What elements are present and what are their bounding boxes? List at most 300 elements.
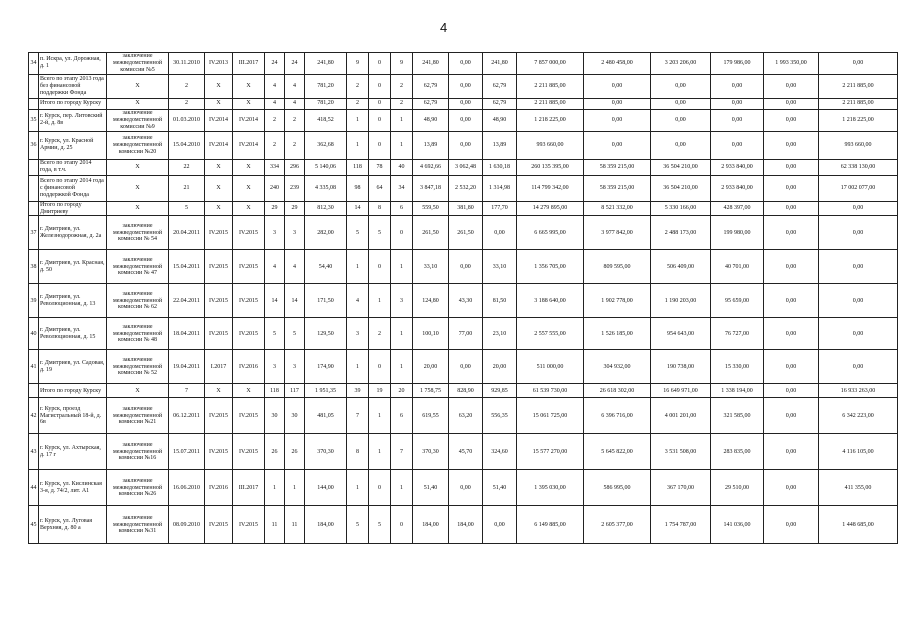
table-cell: 0,00 <box>483 506 517 544</box>
table-cell: Х <box>205 159 233 175</box>
table-cell: 62,79 <box>413 98 449 109</box>
table-cell: 324,60 <box>483 434 517 470</box>
table-cell: Х <box>233 201 265 216</box>
table-cell: 0,00 <box>764 175 819 201</box>
table-cell: III.2017 <box>233 53 265 75</box>
table-cell: 15.04.2010 <box>169 131 205 159</box>
table-cell: 184,00 <box>413 506 449 544</box>
table-body <box>29 53 898 544</box>
table-cell: 0,00 <box>764 74 819 98</box>
table-cell: 2 <box>391 98 413 109</box>
table-cell: 40 <box>29 318 39 350</box>
table-cell: 362,68 <box>305 131 347 159</box>
table-cell: III.2017 <box>233 470 265 506</box>
table-cell: 1 <box>369 398 391 434</box>
table-cell: 0,00 <box>584 98 651 109</box>
table-cell: 367 170,00 <box>651 470 711 506</box>
table-cell: 2 <box>285 131 305 159</box>
table-cell: г. Дмитриев, ул. Садовая, д. 19 <box>39 350 107 384</box>
table-row <box>29 216 898 250</box>
table-cell: 2 488 173,00 <box>651 216 711 250</box>
table-cell: 14 <box>285 284 305 318</box>
table-cell: IV.2015 <box>233 434 265 470</box>
table-cell: IV.2015 <box>205 250 233 284</box>
table-cell: 23,10 <box>483 318 517 350</box>
table-cell: 4 <box>347 284 369 318</box>
table-cell: IV.2015 <box>205 506 233 544</box>
table-cell: г. Курск, ул. Кислинская 3-я, д. 74/2, лит. А1 <box>39 470 107 506</box>
table-cell: 19 <box>369 384 391 398</box>
table-cell: 19.04.2011 <box>169 350 205 384</box>
table-cell: г. Дмитриев, ул. Революционная, д. 13 <box>39 284 107 318</box>
table-cell: IV.2016 <box>233 350 265 384</box>
table-cell: 6 <box>391 201 413 216</box>
table-cell: 40 701,00 <box>711 250 764 284</box>
table-cell: 370,30 <box>413 434 449 470</box>
table-cell: 4 <box>285 98 305 109</box>
table-cell: 6 <box>391 398 413 434</box>
table-cell: 0,00 <box>449 250 483 284</box>
table-cell: IV.2014 <box>233 131 265 159</box>
table-cell: 42 <box>29 398 39 434</box>
table-cell: заключение межведомственной комиссии № 54 <box>107 216 169 250</box>
table-cell: 0,00 <box>584 74 651 98</box>
table-row <box>29 109 898 131</box>
table-cell: 34 <box>391 175 413 201</box>
table-cell: 556,35 <box>483 398 517 434</box>
table-cell: 24 <box>265 53 285 75</box>
table-cell: IV.2016 <box>205 470 233 506</box>
table-cell: 64 <box>369 175 391 201</box>
table-cell: 43,30 <box>449 284 483 318</box>
table-cell: 51,40 <box>483 470 517 506</box>
table-cell: 0,00 <box>651 131 711 159</box>
table-cell: г. Дмитриев, ул. Красная, д. 50 <box>39 250 107 284</box>
table-row <box>29 98 898 109</box>
table-cell: 2 <box>285 109 305 131</box>
table-cell <box>29 201 39 216</box>
table-cell: 559,50 <box>413 201 449 216</box>
table-cell: 37 <box>29 216 39 250</box>
table-cell: 1 395 030,00 <box>517 470 584 506</box>
table-row <box>29 350 898 384</box>
table-cell: 0,00 <box>819 201 898 216</box>
table-cell: 828,90 <box>449 384 483 398</box>
table-cell: 6 149 885,00 <box>517 506 584 544</box>
table-cell: 26 618 302,00 <box>584 384 651 398</box>
table-cell: 15 577 270,00 <box>517 434 584 470</box>
table-cell: 240 <box>265 175 285 201</box>
table-cell: 5 140,06 <box>305 159 347 175</box>
table-cell: заключение межведомственной комиссии №9 <box>107 109 169 131</box>
table-cell: 1 526 185,00 <box>584 318 651 350</box>
table-cell: 77,00 <box>449 318 483 350</box>
table-cell: 0,00 <box>764 398 819 434</box>
table-cell: 3 977 842,00 <box>584 216 651 250</box>
table-cell: 0,00 <box>764 318 819 350</box>
table-cell: IV.2015 <box>205 318 233 350</box>
table-cell: 5 <box>369 216 391 250</box>
table-cell: 4 335,08 <box>305 175 347 201</box>
table-cell: 20,00 <box>483 350 517 384</box>
table-cell: 33,10 <box>413 250 449 284</box>
table-cell: 0,00 <box>764 506 819 544</box>
table-cell: 261,50 <box>413 216 449 250</box>
table-cell: 1 <box>347 131 369 159</box>
table-cell: 0,00 <box>449 98 483 109</box>
table-cell: 16 649 971,00 <box>651 384 711 398</box>
table-cell: 428 397,00 <box>711 201 764 216</box>
table-cell: 1 448 685,00 <box>819 506 898 544</box>
table-cell: заключение межведомственной комиссии № 48 <box>107 318 169 350</box>
table-row <box>29 53 898 75</box>
table-cell: 321 585,00 <box>711 398 764 434</box>
table-cell: 144,00 <box>305 470 347 506</box>
table-cell: 30.11.2010 <box>169 53 205 75</box>
table-cell: 5 <box>347 216 369 250</box>
table-cell: 0,00 <box>711 98 764 109</box>
table-cell: 06.12.2011 <box>169 398 205 434</box>
table-row <box>29 74 898 98</box>
table-cell: 296 <box>285 159 305 175</box>
table-cell: 58 359 215,00 <box>584 159 651 175</box>
table-cell: 29 <box>265 201 285 216</box>
table-cell: 36 <box>29 131 39 159</box>
table-cell: 2 933 840,00 <box>711 159 764 175</box>
table-cell: 29 510,00 <box>711 470 764 506</box>
table-cell: 36 504 210,00 <box>651 175 711 201</box>
table-cell: 1 218 225,00 <box>517 109 584 131</box>
table-cell: IV.2015 <box>205 434 233 470</box>
table-cell: 239 <box>285 175 305 201</box>
table-cell: 0,00 <box>819 53 898 75</box>
table-cell: 0,00 <box>711 131 764 159</box>
table-cell: 36 504 210,00 <box>651 159 711 175</box>
table-cell: 22 <box>169 159 205 175</box>
table-cell: 26 <box>265 434 285 470</box>
table-cell: 0,00 <box>483 216 517 250</box>
table-cell: Х <box>233 98 265 109</box>
table-cell: 95 659,00 <box>711 284 764 318</box>
table-cell: 3 531 508,00 <box>651 434 711 470</box>
table-cell: заключение межведомственной комиссии №21 <box>107 398 169 434</box>
table-cell: 38 <box>29 250 39 284</box>
table-cell: 0,00 <box>651 74 711 98</box>
table-cell: 8 521 332,00 <box>584 201 651 216</box>
table-cell: 481,05 <box>305 398 347 434</box>
table-cell: 30 <box>285 398 305 434</box>
table-cell: 0 <box>369 74 391 98</box>
table-cell: 0,00 <box>449 350 483 384</box>
table-cell: 8 <box>369 201 391 216</box>
table-cell: 4 <box>265 74 285 98</box>
table-cell: Х <box>233 175 265 201</box>
table-cell: 1 <box>391 318 413 350</box>
table-cell: 1 <box>347 350 369 384</box>
table-cell: 58 359 215,00 <box>584 175 651 201</box>
table-cell: 5 <box>265 318 285 350</box>
table-cell: 76 727,00 <box>711 318 764 350</box>
table-cell: 81,50 <box>483 284 517 318</box>
table-cell: 0,00 <box>819 250 898 284</box>
table-cell: 0 <box>391 506 413 544</box>
table-cell: 0,00 <box>651 109 711 131</box>
table-row <box>29 470 898 506</box>
table-cell: 63,20 <box>449 398 483 434</box>
table-cell: 5 <box>369 506 391 544</box>
table-cell: заключение межведомственной комиссии № 52 <box>107 350 169 384</box>
table-cell: 179 986,00 <box>711 53 764 75</box>
table-cell: 2 211 885,00 <box>517 98 584 109</box>
table-cell: г. Курск, ул. Луговая Верхняя, д. 80 а <box>39 506 107 544</box>
table-cell <box>29 384 39 398</box>
table-cell: 98 <box>347 175 369 201</box>
table-cell: 0,00 <box>449 470 483 506</box>
table-cell: 418,52 <box>305 109 347 131</box>
table-cell: 0 <box>369 350 391 384</box>
table-cell: 1 758,75 <box>413 384 449 398</box>
table-cell: 241,80 <box>413 53 449 75</box>
table-cell: 5 645 822,00 <box>584 434 651 470</box>
table-cell: 117 <box>285 384 305 398</box>
table-cell: 1 993 350,00 <box>764 53 819 75</box>
table-cell: 39 <box>347 384 369 398</box>
table-cell: 15 330,00 <box>711 350 764 384</box>
table-cell: 3 <box>391 284 413 318</box>
table-row <box>29 131 898 159</box>
table-cell: Итого по городу Курску <box>39 384 107 398</box>
table-cell: 1 218 225,00 <box>819 109 898 131</box>
table-cell: 4 001 201,00 <box>651 398 711 434</box>
table-cell: 9 <box>391 53 413 75</box>
table-cell: 190 738,00 <box>651 350 711 384</box>
table-cell: 2 605 377,00 <box>584 506 651 544</box>
table-cell: 174,90 <box>305 350 347 384</box>
table-cell: Х <box>233 384 265 398</box>
table-cell: IV.2015 <box>233 506 265 544</box>
table-cell: 1 <box>347 109 369 131</box>
table-cell: г. Дмитриев, ул. Железнодорожная, д. 2а <box>39 216 107 250</box>
table-cell: IV.2015 <box>233 284 265 318</box>
table-cell: 3 847,18 <box>413 175 449 201</box>
table-cell: 177,70 <box>483 201 517 216</box>
table-cell: 282,00 <box>305 216 347 250</box>
table-cell: Х <box>233 159 265 175</box>
table-cell: 511 000,00 <box>517 350 584 384</box>
table-cell: 7 <box>391 434 413 470</box>
table-cell: 118 <box>347 159 369 175</box>
table-cell: 0,00 <box>819 318 898 350</box>
table-cell: 21 <box>169 175 205 201</box>
table-cell: 7 <box>169 384 205 398</box>
table-cell: Х <box>107 98 169 109</box>
table-cell: 0,00 <box>711 109 764 131</box>
table-cell: 20.04.2011 <box>169 216 205 250</box>
table-cell: IV.2014 <box>205 131 233 159</box>
table-cell: 40 <box>391 159 413 175</box>
table-cell: 1 <box>369 284 391 318</box>
table-cell: 9 <box>347 53 369 75</box>
table-cell: 1 <box>347 470 369 506</box>
table-cell: 7 857 000,00 <box>517 53 584 75</box>
table-cell: 3 062,48 <box>449 159 483 175</box>
table-cell: 993 660,00 <box>517 131 584 159</box>
table-cell: 20,00 <box>413 350 449 384</box>
table-cell: 2 <box>265 109 285 131</box>
table-cell: IV.2015 <box>233 216 265 250</box>
table-cell: Х <box>107 74 169 98</box>
table-cell: 61 539 730,00 <box>517 384 584 398</box>
table-cell: 0,00 <box>764 470 819 506</box>
table-cell: 0,00 <box>651 98 711 109</box>
table-cell: 0 <box>369 250 391 284</box>
table-cell: 2 <box>169 74 205 98</box>
table-cell: 16.06.2010 <box>169 470 205 506</box>
table-cell: Итого по городу Дмитриеву <box>39 201 107 216</box>
table-cell: IV.2015 <box>233 318 265 350</box>
table-cell: 184,00 <box>449 506 483 544</box>
table-cell: г. Дмитриев, ул. Революционная, д. 15 <box>39 318 107 350</box>
table-cell: Х <box>107 384 169 398</box>
table-cell: Итого по городу Курску <box>39 98 107 109</box>
table-cell: 506 409,00 <box>651 250 711 284</box>
table-cell: 1 <box>347 250 369 284</box>
table-row <box>29 284 898 318</box>
table-cell: 1 <box>391 250 413 284</box>
table-cell: 1 <box>265 470 285 506</box>
table-cell: I.2017 <box>205 350 233 384</box>
table-cell: 2 557 555,00 <box>517 318 584 350</box>
table-cell: 62,79 <box>483 74 517 98</box>
table-cell: 0,00 <box>584 109 651 131</box>
table-cell: 13,89 <box>483 131 517 159</box>
table-cell: г. Курск, проезд Магистральный 18-й, д. 6в <box>39 398 107 434</box>
table-cell: 1 338 194,00 <box>711 384 764 398</box>
table-cell: 781,20 <box>305 74 347 98</box>
table-cell: 5 330 166,00 <box>651 201 711 216</box>
table-cell: 2 <box>265 131 285 159</box>
table-cell: 34 <box>29 53 39 75</box>
table-cell: 0 <box>391 216 413 250</box>
table-cell: 17 002 077,00 <box>819 175 898 201</box>
table-cell: 283 835,00 <box>711 434 764 470</box>
table-cell: 0,00 <box>449 109 483 131</box>
table-cell: 199 980,00 <box>711 216 764 250</box>
table-row <box>29 201 898 216</box>
table-cell: Х <box>205 201 233 216</box>
table-cell: 48,90 <box>413 109 449 131</box>
table-cell: 20 <box>391 384 413 398</box>
table-cell: 241,80 <box>305 53 347 75</box>
table-cell: 0,00 <box>764 98 819 109</box>
table-cell: Всего по этапу 2014 года, в т.ч. <box>39 159 107 175</box>
table-cell: 4 <box>265 250 285 284</box>
table-cell: 3 188 640,00 <box>517 284 584 318</box>
table-cell: заключение межведомственной комиссии № 47 <box>107 250 169 284</box>
table-cell: 0,00 <box>764 216 819 250</box>
table-cell: 15.07.2011 <box>169 434 205 470</box>
table-cell: 4 <box>265 98 285 109</box>
table-cell: г. Курск, пер. Литовский 2-й, д. 8в <box>39 109 107 131</box>
table-cell: 33,10 <box>483 250 517 284</box>
table-cell: 809 595,00 <box>584 250 651 284</box>
table-cell: 0,00 <box>764 384 819 398</box>
table-cell: заключение межведомственной комиссии №20 <box>107 131 169 159</box>
table-cell: Х <box>107 175 169 201</box>
table-cell: 260 135 395,00 <box>517 159 584 175</box>
table-cell: 411 355,00 <box>819 470 898 506</box>
table-cell: 2 <box>169 98 205 109</box>
table-cell: 0,00 <box>764 350 819 384</box>
table-cell: 0,00 <box>711 74 764 98</box>
table-cell: 261,50 <box>449 216 483 250</box>
table-cell: 6 342 223,00 <box>819 398 898 434</box>
table-cell: 4 116 105,00 <box>819 434 898 470</box>
table-cell: 184,00 <box>305 506 347 544</box>
table-cell: 2 <box>347 98 369 109</box>
table-cell: 45,70 <box>449 434 483 470</box>
table-cell: 118 <box>265 384 285 398</box>
table-cell: 3 <box>285 216 305 250</box>
table-row <box>29 506 898 544</box>
table-cell: 1 754 787,00 <box>651 506 711 544</box>
table-cell: 124,80 <box>413 284 449 318</box>
table-cell: Х <box>107 201 169 216</box>
table-cell: 3 <box>347 318 369 350</box>
table-cell: 54,40 <box>305 250 347 284</box>
table-cell: 0,00 <box>764 250 819 284</box>
table-cell: 0 <box>369 131 391 159</box>
table-cell: заключение межведомственной комиссии №5 <box>107 53 169 75</box>
table-cell: 24 <box>285 53 305 75</box>
table-cell: 1 356 705,00 <box>517 250 584 284</box>
table-cell: 0 <box>369 109 391 131</box>
table-cell: 0,00 <box>764 434 819 470</box>
table-cell: п. Искра, ул. Дорожная, д. 1 <box>39 53 107 75</box>
table-cell: 4 <box>285 74 305 98</box>
table-cell: 43 <box>29 434 39 470</box>
table-row <box>29 175 898 201</box>
table-cell: 35 <box>29 109 39 131</box>
table-cell: 3 <box>265 216 285 250</box>
table-cell: 1 951,35 <box>305 384 347 398</box>
table-cell: 3 203 206,00 <box>651 53 711 75</box>
table-cell: 0 <box>369 53 391 75</box>
table-cell: 781,20 <box>305 98 347 109</box>
table-cell: 129,50 <box>305 318 347 350</box>
table-cell: 0,00 <box>819 284 898 318</box>
table-cell: 6 665 995,00 <box>517 216 584 250</box>
table-cell: 39 <box>29 284 39 318</box>
table-row <box>29 434 898 470</box>
table-cell: 993 660,00 <box>819 131 898 159</box>
table-cell: Х <box>233 74 265 98</box>
table-cell: 2 933 840,00 <box>711 175 764 201</box>
table-cell: заключение межведомственной комиссии № 62 <box>107 284 169 318</box>
table-cell: 4 692,66 <box>413 159 449 175</box>
table-cell: 2 211 885,00 <box>517 74 584 98</box>
table-cell: 8 <box>347 434 369 470</box>
table-cell: 5 <box>347 506 369 544</box>
table-cell: 44 <box>29 470 39 506</box>
table-cell: 11 <box>265 506 285 544</box>
table-row <box>29 250 898 284</box>
table-cell: 2 211 885,00 <box>819 98 898 109</box>
table-cell: 1 <box>369 434 391 470</box>
table-cell: 14 <box>347 201 369 216</box>
table-cell: 48,90 <box>483 109 517 131</box>
table-cell: 0,00 <box>584 131 651 159</box>
